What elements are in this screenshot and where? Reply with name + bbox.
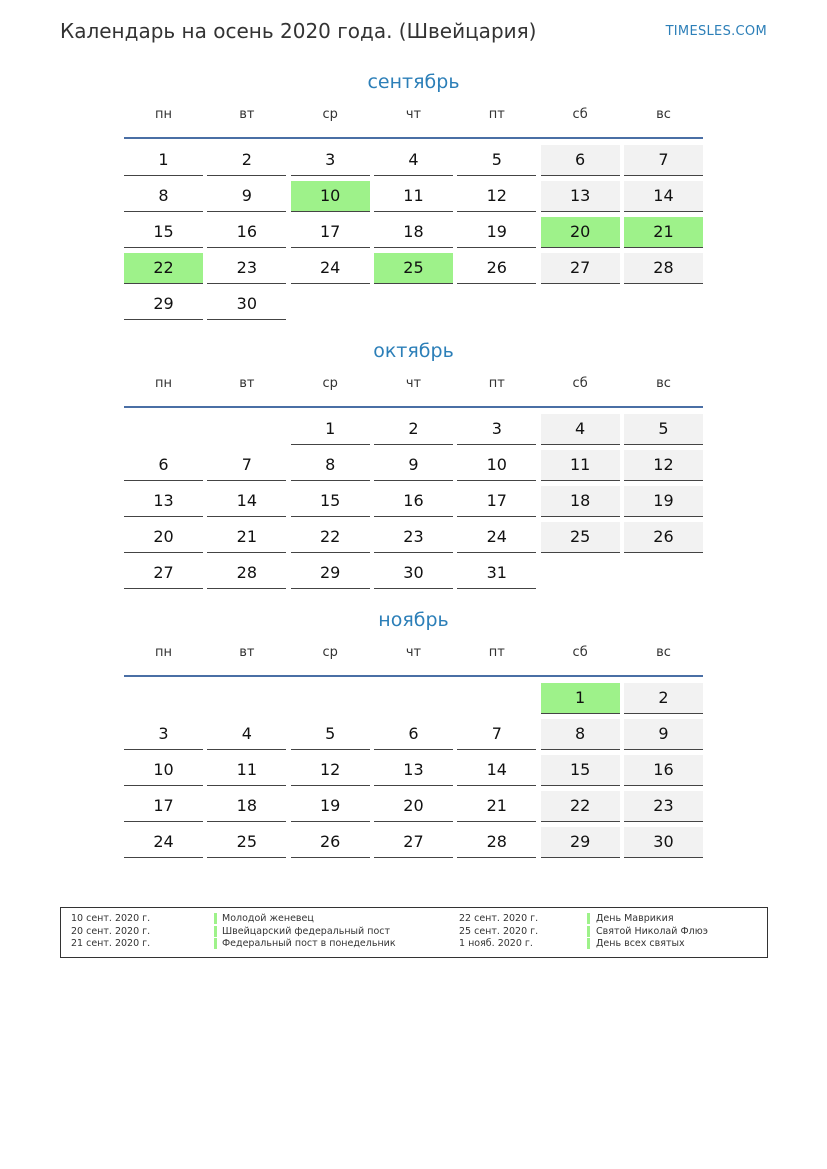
legend-holiday-name: Молодой женевец — [222, 913, 314, 924]
day-cell[interactable]: 18 — [541, 486, 620, 517]
week-row — [124, 825, 703, 861]
day-cell[interactable]: 7 — [457, 719, 536, 750]
day-cell[interactable]: 5 — [457, 145, 536, 176]
week-row — [124, 717, 703, 753]
day-cell[interactable]: 10 — [124, 755, 203, 786]
day-cell[interactable]: 7 — [624, 145, 703, 176]
day-cell[interactable]: 29 — [541, 827, 620, 858]
day-cell[interactable]: 16 — [624, 755, 703, 786]
empty-cell — [624, 558, 703, 589]
week-row — [124, 556, 703, 592]
day-cell[interactable]: 31 — [457, 558, 536, 589]
legend-holiday-name: Святой Николай Флюэ — [596, 925, 708, 937]
day-cell[interactable]: 12 — [291, 755, 370, 786]
day-cell[interactable]: 26 — [624, 522, 703, 553]
day-cell[interactable]: 9 — [207, 181, 286, 212]
day-cell[interactable]: 5 — [624, 414, 703, 445]
day-cell[interactable]: 20 — [124, 522, 203, 553]
day-cell[interactable]: 17 — [124, 791, 203, 822]
week-row — [124, 681, 703, 717]
weekday-header — [124, 645, 703, 677]
day-cell[interactable]: 6 — [541, 145, 620, 176]
day-cell[interactable]: 17 — [457, 486, 536, 517]
day-cell[interactable]: 17 — [291, 217, 370, 248]
day-cell[interactable]: 10 — [291, 181, 370, 212]
week-row — [124, 143, 703, 179]
day-cell[interactable]: 20 — [374, 791, 453, 822]
weekday-label: сб — [572, 645, 588, 660]
day-cell[interactable]: 4 — [207, 719, 286, 750]
weekday-label: ср — [322, 107, 338, 122]
day-cell[interactable]: 21 — [207, 522, 286, 553]
weekday-label: вс — [656, 645, 671, 660]
week-row — [124, 287, 703, 323]
day-cell[interactable]: 27 — [541, 253, 620, 284]
day-cell[interactable]: 28 — [207, 558, 286, 589]
day-cell[interactable]: 25 — [541, 522, 620, 553]
empty-cell — [291, 683, 370, 714]
day-cell[interactable]: 2 — [374, 414, 453, 445]
empty-cell — [457, 289, 536, 320]
legend-color-marker — [214, 938, 217, 949]
day-cell[interactable]: 8 — [291, 450, 370, 481]
empty-cell — [207, 414, 286, 445]
week-row — [124, 179, 703, 215]
legend-date: 22 сент. 2020 г. — [459, 913, 539, 924]
day-cell[interactable]: 28 — [457, 827, 536, 858]
day-cell[interactable]: 3 — [124, 719, 203, 750]
day-cell[interactable]: 19 — [624, 486, 703, 517]
legend-color-marker — [587, 938, 590, 949]
day-cell[interactable]: 22 — [291, 522, 370, 553]
day-cell[interactable]: 30 — [207, 289, 286, 320]
day-cell[interactable]: 11 — [207, 755, 286, 786]
legend-holiday-name: День всех святых — [596, 938, 685, 949]
weekday-label: вс — [656, 107, 671, 122]
day-cell[interactable]: 11 — [541, 450, 620, 481]
day-cell[interactable]: 19 — [291, 791, 370, 822]
day-cell[interactable]: 4 — [374, 145, 453, 176]
week-row — [124, 412, 703, 448]
site-link[interactable]: TIMESLES.COM — [665, 24, 767, 39]
day-cell[interactable]: 13 — [374, 755, 453, 786]
week-row — [124, 753, 703, 789]
weekday-label: пн — [155, 645, 172, 660]
month-name: октябрь — [373, 340, 454, 362]
weekday-header — [124, 376, 703, 408]
weekday-label: чт — [405, 107, 422, 122]
legend-color-marker — [587, 926, 590, 937]
day-cell[interactable]: 14 — [207, 486, 286, 517]
holiday-legend — [60, 907, 768, 958]
day-cell[interactable]: 5 — [291, 719, 370, 750]
day-cell[interactable]: 2 — [207, 145, 286, 176]
day-cell[interactable]: 13 — [124, 486, 203, 517]
day-cell[interactable]: 9 — [624, 719, 703, 750]
day-cell[interactable]: 12 — [624, 450, 703, 481]
day-cell[interactable]: 21 — [624, 217, 703, 248]
legend-holiday-name: Швейцарский федеральный пост — [222, 925, 391, 937]
day-cell[interactable]: 28 — [624, 253, 703, 284]
day-cell[interactable]: 2 — [624, 683, 703, 714]
day-cell[interactable]: 3 — [457, 414, 536, 445]
day-cell[interactable]: 19 — [457, 217, 536, 248]
legend-holiday-name: День Маврикия — [596, 913, 674, 924]
day-cell[interactable]: 22 — [124, 253, 203, 284]
week-row — [124, 448, 703, 484]
legend-holiday-name: Федеральный пост в понедельник — [222, 938, 396, 949]
day-cell[interactable]: 1 — [124, 145, 203, 176]
day-cell[interactable]: 4 — [541, 414, 620, 445]
day-cell[interactable]: 8 — [124, 181, 203, 212]
week-row — [124, 215, 703, 251]
month-name: ноябрь — [378, 609, 449, 631]
empty-cell — [624, 289, 703, 320]
month-calendar — [124, 609, 703, 861]
day-cell[interactable]: 6 — [374, 719, 453, 750]
month-calendar — [124, 71, 703, 323]
day-cell[interactable]: 3 — [291, 145, 370, 176]
legend-color-marker — [214, 926, 217, 937]
weekday-label: вт — [239, 107, 255, 122]
page-title: Календарь на осень 2020 года. (Швейцария) — [60, 19, 537, 43]
weekday-label: сб — [572, 376, 588, 391]
day-cell[interactable]: 26 — [457, 253, 536, 284]
day-cell[interactable]: 25 — [374, 253, 453, 284]
empty-cell — [207, 683, 286, 714]
day-cell[interactable]: 22 — [541, 791, 620, 822]
weekday-label: сб — [572, 107, 588, 122]
weekday-label: пт — [488, 376, 505, 391]
day-cell[interactable]: 15 — [124, 217, 203, 248]
empty-cell — [374, 683, 453, 714]
empty-cell — [291, 289, 370, 320]
weekday-label: чт — [405, 645, 422, 660]
day-cell[interactable]: 16 — [207, 217, 286, 248]
day-cell[interactable]: 14 — [457, 755, 536, 786]
legend-date: 20 сент. 2020 г. — [71, 925, 151, 937]
day-cell[interactable]: 12 — [457, 181, 536, 212]
day-cell[interactable]: 30 — [624, 827, 703, 858]
legend-color-marker — [214, 913, 217, 924]
day-cell[interactable]: 23 — [207, 253, 286, 284]
weekday-header — [124, 107, 703, 139]
day-cell[interactable]: 6 — [124, 450, 203, 481]
week-row — [124, 520, 703, 556]
legend-date: 10 сент. 2020 г. — [71, 913, 151, 924]
day-cell[interactable]: 24 — [457, 522, 536, 553]
day-cell[interactable]: 24 — [291, 253, 370, 284]
day-cell[interactable]: 1 — [291, 414, 370, 445]
empty-cell — [124, 414, 203, 445]
day-cell[interactable]: 10 — [457, 450, 536, 481]
weekday-label: вс — [656, 376, 671, 391]
month-name: сентябрь — [367, 71, 460, 93]
day-cell[interactable]: 15 — [291, 486, 370, 517]
day-cell[interactable]: 11 — [374, 181, 453, 212]
weekday-label: пт — [488, 645, 505, 660]
weekday-label: пт — [488, 107, 505, 122]
legend-date: 21 сент. 2020 г. — [71, 938, 151, 949]
week-row — [124, 789, 703, 825]
day-cell[interactable]: 16 — [374, 486, 453, 517]
day-cell[interactable]: 30 — [374, 558, 453, 589]
month-calendar — [124, 340, 703, 592]
day-cell[interactable]: 25 — [207, 827, 286, 858]
day-cell[interactable]: 20 — [541, 217, 620, 248]
empty-cell — [541, 558, 620, 589]
weekday-label: вт — [239, 376, 255, 391]
weekday-label: пн — [155, 376, 172, 391]
day-cell[interactable]: 18 — [207, 791, 286, 822]
day-cell[interactable]: 8 — [541, 719, 620, 750]
empty-cell — [541, 289, 620, 320]
legend-color-marker — [587, 913, 590, 924]
empty-cell — [124, 683, 203, 714]
week-row — [124, 484, 703, 520]
day-cell[interactable]: 29 — [124, 289, 203, 320]
weekday-label: ср — [322, 376, 338, 391]
legend-date: 25 сент. 2020 г. — [459, 925, 539, 937]
day-cell[interactable]: 18 — [374, 217, 453, 248]
day-cell[interactable]: 21 — [457, 791, 536, 822]
day-cell[interactable]: 23 — [374, 522, 453, 553]
day-cell[interactable]: 1 — [541, 683, 620, 714]
day-cell[interactable]: 26 — [291, 827, 370, 858]
weekday-label: ср — [322, 645, 338, 660]
day-cell[interactable]: 24 — [124, 827, 203, 858]
weekday-label: пн — [155, 107, 172, 122]
day-cell[interactable]: 27 — [374, 827, 453, 858]
day-cell[interactable]: 15 — [541, 755, 620, 786]
day-cell[interactable]: 13 — [541, 181, 620, 212]
empty-cell — [374, 289, 453, 320]
day-cell[interactable]: 14 — [624, 181, 703, 212]
empty-cell — [457, 683, 536, 714]
day-cell[interactable]: 9 — [374, 450, 453, 481]
day-cell[interactable]: 23 — [624, 791, 703, 822]
weekday-label: чт — [405, 376, 422, 391]
day-cell[interactable]: 7 — [207, 450, 286, 481]
week-row — [124, 251, 703, 287]
weekday-label: вт — [239, 645, 255, 660]
day-cell[interactable]: 29 — [291, 558, 370, 589]
day-cell[interactable]: 27 — [124, 558, 203, 589]
legend-date: 1 нояб. 2020 г. — [459, 938, 533, 949]
